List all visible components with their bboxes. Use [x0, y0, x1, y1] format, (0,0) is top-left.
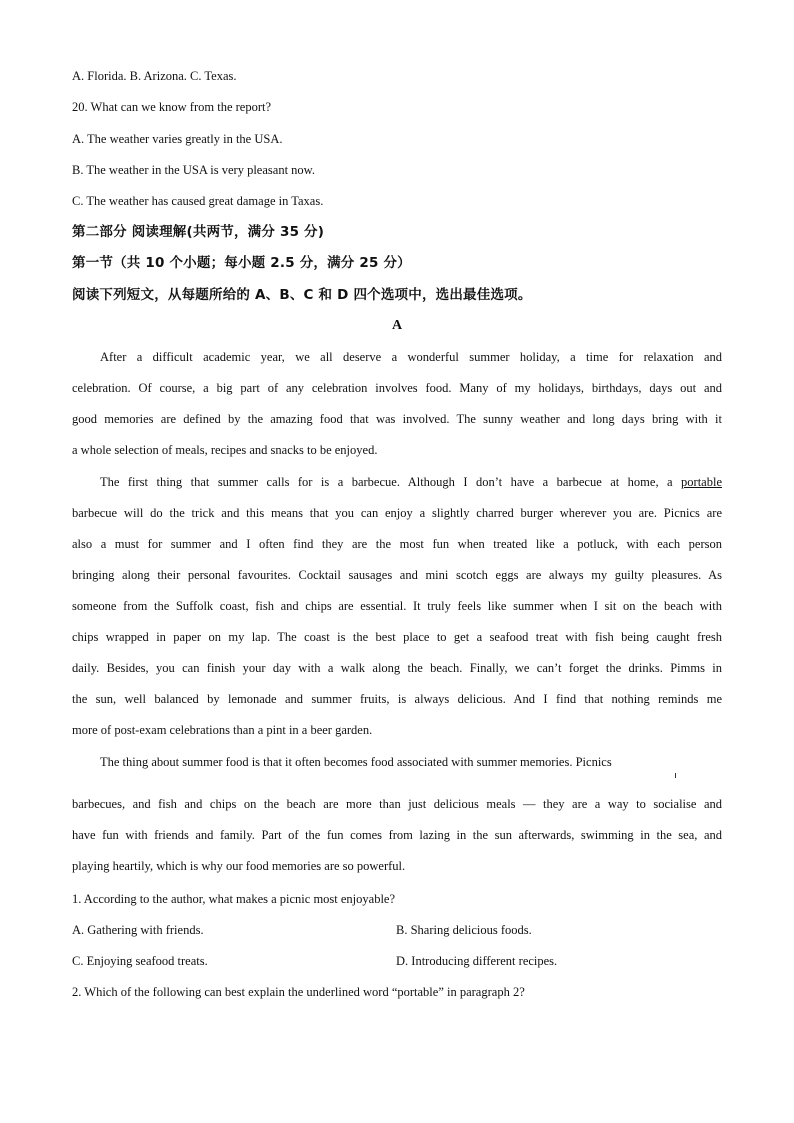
q2-question: 2. Which of the following can best explain the underlined word “portable” in paragraph 2? [72, 985, 525, 999]
paragraph-text: The first thing that summer calls for is a barbecue. Although I don’t have a barbecue at home, a [100, 475, 673, 489]
paragraph-1 [72, 342, 722, 466]
paragraph-line: someone from the Suffolk coast, fish and chips are essential. It truly feels like summer when I sit on the beach with [72, 599, 722, 613]
paragraph-3-first [72, 747, 722, 778]
part-title: 第二部分 阅读理解(共两节，满分 35 分) [72, 224, 325, 240]
paragraph-line: good memories are defined by the amazing food that was involved. The sunny weather and long days bring with it [72, 412, 722, 426]
q1-option-b: B. Sharing delicious foods. [396, 923, 532, 937]
paragraph-line: more of post-exam celebrations than a pint in a beer garden. [72, 723, 373, 737]
paragraph-line: The thing about summer food is that it often becomes food associated with summer memories. Picnics [100, 755, 612, 769]
paragraph-line: have fun with friends and family. Part of the fun comes from lazing in the sun afterwards, swimming in the sea, and [72, 828, 722, 842]
q20-option-b: B. The weather in the USA is very pleasant now. [72, 163, 316, 177]
paragraph-line: a whole selection of meals, recipes and snacks to be enjoyed. [72, 443, 378, 457]
q20-option-a: A. The weather varies greatly in the USA. [72, 132, 283, 146]
q1-option-a: A. Gathering with friends. [72, 923, 204, 937]
paragraph-line: celebration. Of course, a big part of any celebration involves food. Many of my holidays, birthdays, days out and [72, 381, 722, 395]
passage-title: A [391, 318, 403, 333]
paragraph-line: playing heartily, which is why our food memories are so powerful. [72, 859, 406, 873]
paragraph-line: daily. Besides, you can finish your day with a walk along the beach. Finally, we can’t forget the drinks. Pimms in [72, 661, 722, 675]
paragraph-2 [72, 467, 722, 746]
paragraph-line: also a must for summer and I often find they are the most fun when treated like a potluck, with each person [72, 537, 722, 551]
paragraph-line [72, 467, 722, 498]
paragraph-line: barbecue will do the trick and this means that you can enjoy a slightly charred burger wherever you are. Picnics are [72, 506, 722, 520]
paragraph-3 [72, 789, 722, 882]
stray-mark [675, 773, 676, 778]
q1-option-c: C. Enjoying seafood treats. [72, 954, 208, 968]
underlined-word: portable [681, 475, 722, 489]
paragraph-line: the sun, well balanced by lemonade and summer fruits, is always delicious. And I find that nothing reminds me [72, 692, 722, 706]
q19-options: A. Florida. B. Arizona. C. Texas. [72, 69, 237, 83]
paragraph-line: bringing along their personal favourites. Cocktail sausages and mini scotch eggs are always my guilty pleasures. As [72, 568, 722, 582]
q1-question: 1. According to the author, what makes a picnic most enjoyable? [72, 892, 396, 906]
sub-section-title: 第一节（共 10 个小题；每小题 2.5 分，满分 25 分） [72, 255, 411, 271]
q20-question: 20. What can we know from the report? [72, 100, 272, 114]
paragraph-line: barbecues, and fish and chips on the beach are more than just delicious meals — they are a way to socialise and [72, 797, 722, 811]
q20-option-c: C. The weather has caused great damage in Taxas. [72, 194, 324, 208]
instruction: 阅读下列短文，从每题所给的 A、B、C 和 D 四个选项中，选出最佳选项。 [72, 287, 532, 303]
paragraph-line: After a difficult academic year, we all deserve a wonderful summer holiday, a time for relaxation and [100, 350, 722, 364]
q1-option-d: D. Introducing different recipes. [396, 954, 558, 968]
paragraph-line: chips wrapped in paper on my lap. The coast is the best place to get a seafood treat with fish being caught fresh [72, 630, 722, 644]
